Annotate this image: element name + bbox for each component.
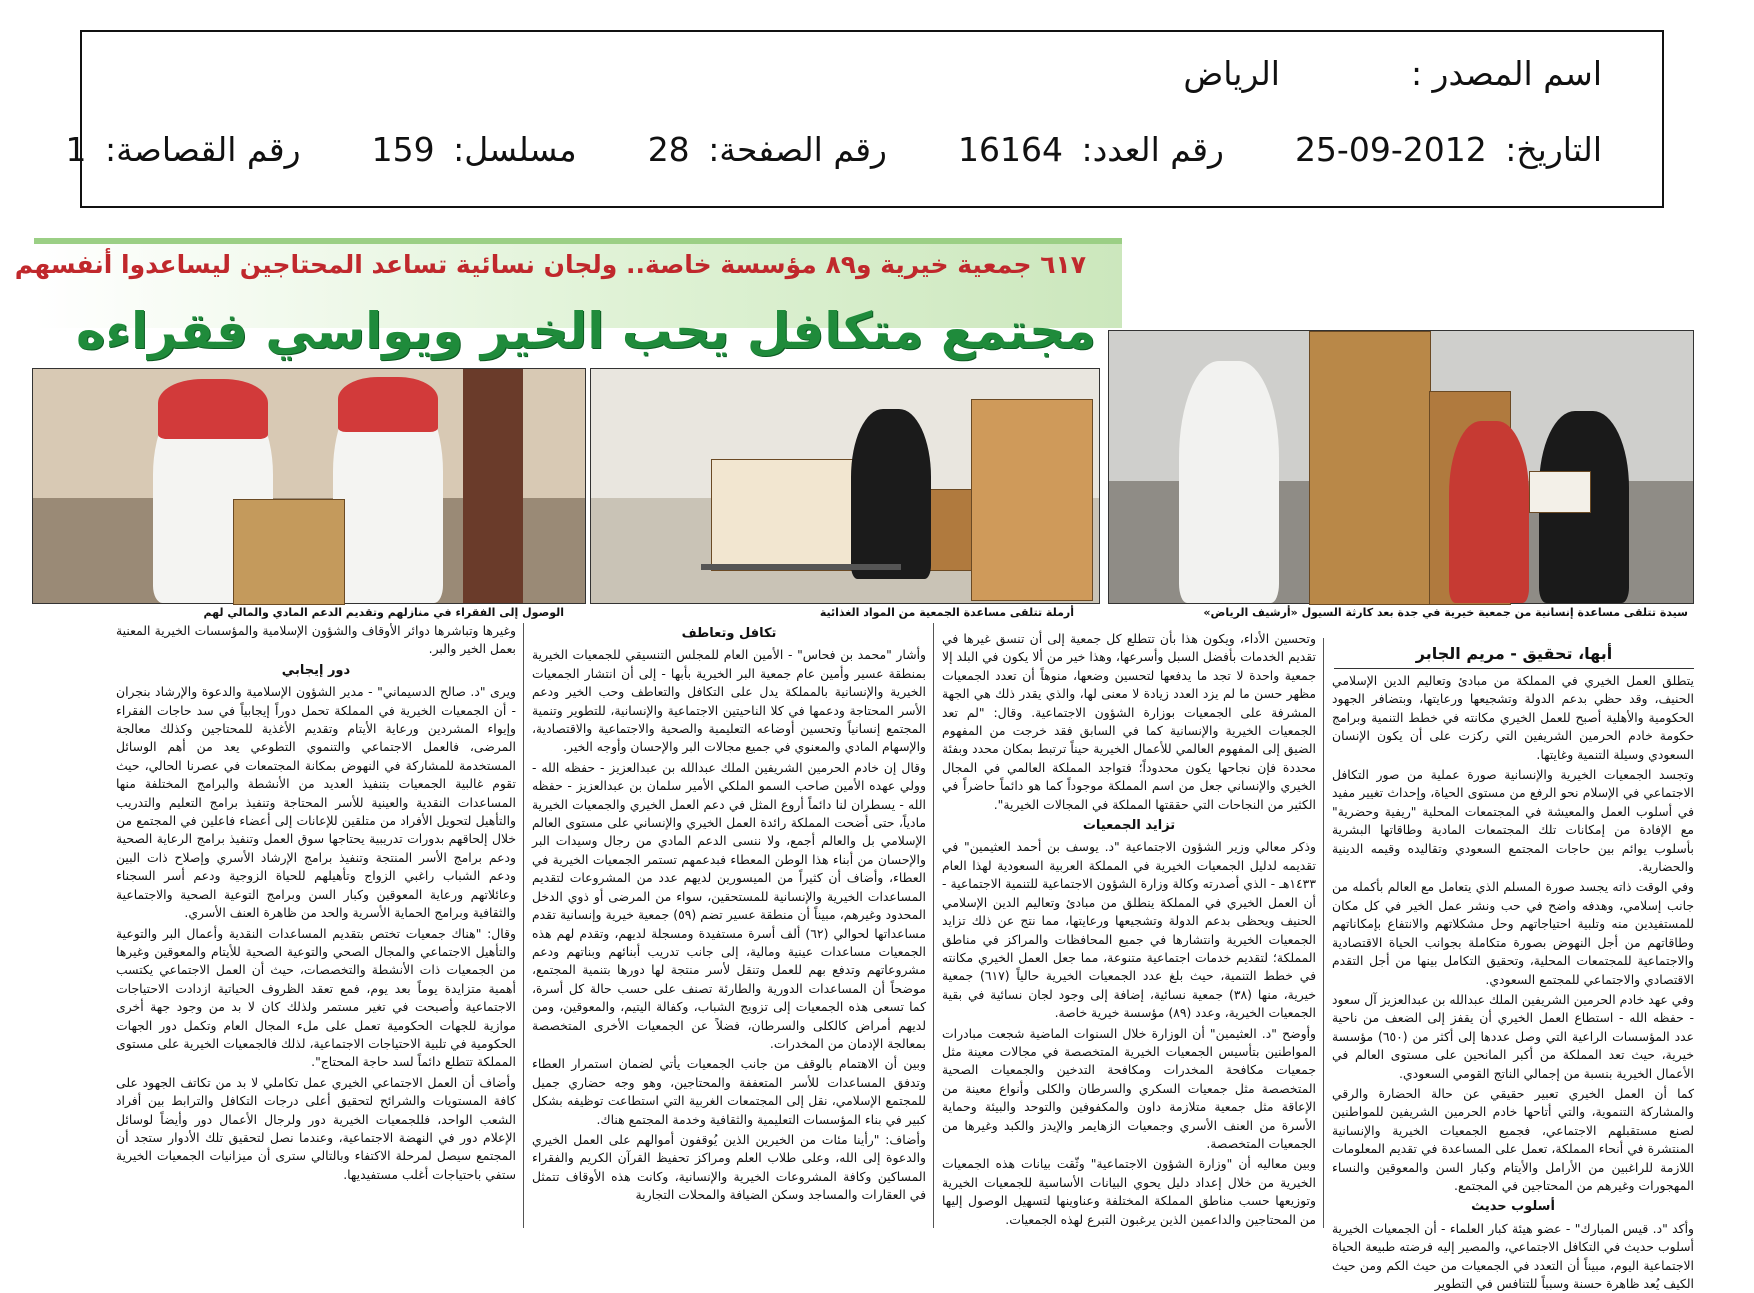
- article-column-3: [532, 622, 926, 1230]
- issue-value: 16164: [958, 130, 1063, 169]
- section-heading-growth: تزايد الجمعيات: [1082, 818, 1176, 834]
- article-column-4: [116, 622, 516, 1230]
- article-column-1: [1332, 672, 1695, 1291]
- article-byline: أبها، تحقيق - مريم الجابر: [1334, 640, 1694, 669]
- article-column-2: [942, 630, 1316, 1230]
- serial-label: مسلسل:: [453, 130, 577, 169]
- paragraph: وقال: "هناك جمعيات تختص بتقديم المساعدات النقدية وأعمال البر والتوعية والتأهيل الاجتماعي والمجال الصحي والتوعية الصحية للأيتام والمعوقين وغيرها من الجمعيات ذات الأنشطة والتخصصات، حيث أن العمل الاجتماعي يكتسب أهمية متزايدة يوماً بعد يوم، فمع تعقد الظروف الحياتية ازدادت الاحتياجات الاجتماعية وأصبحت في تغير مستمر ولذلك كان لا بد من وجود جهة أخرى موازية للجهات الحكومية تعمل على ملء المجال العام وتكمل دور الجهات الحكومية في تلبية الاحتياجات الاجتماعية، لذلك فالجمعيات الخيرية على مستوى المملكة تتطلع دائماً لسد حاجة المحتاج".: [116, 925, 516, 1070]
- paragraph: وتحسين الأداء، ويكون هذا بأن تتطلع كل جمعية إلى أن تنسق غيرها في تقديم الخدمات بأفضل السبل وأسرعها، وهذا خير من ألا يكون في البلد إلا جمعية واحدة لا تجد ما يدفعها لتحسين وضعها، منوهاً أن تعدد الجمعيات مظهر حسن ما لم يزد العدد زيادة لا معنى لها، والذي يقدر ذلك هي الجهة المشرفة على الجمعيات بوزارة الشؤون الاجتماعية. وقال: "لم تعد الجمعيات الخيرية والإنسانية كما في السابق فقد خرجت من المفهوم الضيق إلى المفهوم العالمي للأعمال الخيرية حيناً ترتبط بمكان محدد وبفئة محددة فإن نجاحها يكون محدوداً؛ فتواجد المملكة العالمي في المجال الخيري والإنساني جعل من اسم المملكة موجوداً كما هو دائماً حاضراً في الكثير من النجاحات التي حققتها المملكة في المجالات الخيرية".: [942, 631, 1316, 812]
- photo-food-aid: [590, 368, 1100, 604]
- column-rule: [933, 623, 934, 1228]
- photo-home-visit: [32, 368, 586, 604]
- article-subhead: ٦١٧ جمعية خيرية و٨٩ مؤسسة خاصة.. ولجان نسائية تساعد المحتاجين ليساعدوا أنفسهم: [14, 250, 1086, 279]
- photo-flood-aid: [1108, 330, 1694, 604]
- banner-strip: [34, 238, 1122, 244]
- serial-value: 159: [371, 130, 435, 169]
- page-value: 28: [647, 130, 690, 169]
- paragraph: يتطلق العمل الخيري في المملكة من مبادئ وتعاليم الدين الإسلامي الحنيف، وقد حظي بدعم الدولة وتشجيعها ورعايتها، وبتضافر الجهود الحكومية والأهلية أصبح للعمل الخيري مكانته في خطط التنمية وبرامج حكومة خادم الحرمين الشريفين التي ركزت على أن يكون الإنسان السعودي وسيلة التنمية وغايتها.: [1332, 673, 1694, 762]
- column-rule: [1323, 638, 1324, 1228]
- paragraph: وبين أن الاهتمام بالوقف من جانب الجمعيات يأتي لضمان استمرار العطاء وتدفق المساعدات للأسر المتعففة والمحتاجين، وهو وجه حضاري جميل للمجتمع الإسلامي، نقل إلى المجتمعات الغربية التي استطاعت توظيفه بشكل كبير في بناء المؤسسات التعليمية والثقافية وخدمة المجتمع هناك.: [532, 1056, 926, 1127]
- paragraph: وأوضح "د. العثيمين" أن الوزارة خلال السنوات الماضية شجعت مبادرات المواطنين بتأسيس الجمعيات الخيرية المتخصصة في مجالات معينة مثل جمعيات مكافحة المخدرات ومكافحة التدخين والجمعيات الصحية المتخصصة مثل جمعيات السكري والسرطان والكلى وأنواع معينة من الإعاقة مثل جمعية متلازمة داون والمكفوفين والتوحد والبيئة وحماية الأسرة من العنف الأسري وجمعيات الزهايمر والإيدز والكبد وغيرها من الجمعيات المتخصصة.: [942, 1025, 1316, 1151]
- caption-middle-photo: أرملة تتلقى مساعدة الجمعية من المواد الغذائية: [819, 606, 1074, 619]
- section-heading-solidarity: تكافل وتعاطف: [681, 626, 777, 641]
- paragraph: وأضاف: "رأينا مئات من الخيرين الذين يُوقفون أموالهم على العمل الخيري والدعوة إلى الله، وعلى طلاب العلم ومراكز تحفيظ القرآن الكريم والفقراء المساكين وكافة المشروعات الخيرية والإنسانية، وكانت هذه الأوقاف تتمثل في العقارات والمساجد وسكن الضيافة والمحلات التجارية: [532, 1131, 926, 1203]
- caption-left-photo: الوصول إلى الفقراء في منازلهم وتقديم الدعم المادي والمالي لهم: [203, 606, 564, 619]
- source-info-box: [65, 30, 1664, 208]
- paragraph: وقال إن خادم الحرمين الشريفين الملك عبدالله بن عبدالعزيز - حفظه الله - وولي عهده الأمين صاحب السمو الملكي الأمير سلمان بن عبدالعزيز - حفظه الله - يسطران لنا دائماً أروع المثل في دعم العمل الخيري والجمعيات الخيرية مادياً، حتى أضحت المملكة رائدة العمل الخيري والإنساني على مستوى العالم الإسلامي بل والعالم أجمع، ولا ننسى الدعم المادي من رجال وسيدات البر والإحسان من أبناء هذا الوطن المعطاء فبدعمهم تستمر الجمعيات الخيرية في العطاء، وأضاف أن كثيراً من الميسورين لديهم عدد من المشروعات لتقديم المساعدات الخيرية والإنسانية للمستحقين، سواء من المرضى أو ذوي الدخل المحدود وغيرهم، مبيناً أن منطقة عسير تضم (٥٩) جمعية خيرية وإنسانية تقدم مساعداتها لحوالي (٦٢) ألف أسرة مستفيدة ومسجلة لديهم، وتقدم لهم هذه الجمعيات مساعدات عينية ومالية، إلى جانب تدريب أبنائهم وبناتهم ودعم مشروعاتهم وتدفع بهم للعمل وتنقل لأسر منتجة لها دورها بتنمية المجتمع، موضحاً أن المساعدات الدورية والطارئة تصنف على حسب حالة كل أسرة، كما تسعى هذه الجمعيات إلى تزويج الشباب، وكفالة اليتيم، والمعوقين، ومن لديهم أمراض كالكلى والسرطان، فضلاً عن الجمعيات الأخرى المتخصصة بمعالجة الإدمان من المخدرات.: [532, 759, 926, 1051]
- paragraph: وفي عهد خادم الحرمين الشريفين الملك عبدالله بن عبدالعزيز آل سعود - حفظه الله - استطاع العمل الخيري أن يقفز إلى الضعف من ناحية عدد المؤسسات الراعية التي وصل عددها إلى أكثر من (٦٥٠) مؤسسة خيرية، حيث تعد المملكة من أكبر المانحين على مستوى العالم في الأعمال الخيرية بنسبة من إجمالي الناتج القومي السعودي.: [1332, 991, 1695, 1081]
- paragraph: وأضاف أن العمل الاجتماعي الخيري عمل تكاملي لا بد من تكاتف الجهود على كافة المستويات والشرائح لتحقيق أعلى درجات التكافل والترابط بين أفراد الشعب الواحد، فللجمعيات الخيرية دور ولرجال الأعمال دور وأيضاً لوسائل الإعلام دور في النهضة الاجتماعية، وعندما نصل لتحقيق تلك الأدوار ستجد أن المجتمع سيصل لمرحلة الاكتفاء وبالتالي سترى أن ميزانيات الجمعيات الخيرية ستفي باحتياجات أغلب مستفيديها.: [116, 1074, 516, 1182]
- source-label: اسم المصدر :: [1410, 54, 1602, 93]
- source-row: [1183, 54, 1602, 93]
- paragraph: كما أن العمل الخيري تعبير حقيقي عن حالة الحضارة والرقي والمشاركة التنموية، والتي أتاحها خادم الحرمين الشريفين للمواطنين لصنع مستقبلهم الاجتماعي، فجميع الجمعيات الخيرية والإنسانية المنتشرة في أنحاء المملكة، تعمل على المساعدة في تقديم المعلومات اللازمة للراغبين من الأرامل والأيتام وكبار السن والمعوقين والنساء المهجورات وغيرهم من المحتاجين في المجتمع.: [1332, 1085, 1694, 1193]
- paragraph: وأشار "محمد بن فحاس" - الأمين العام للمجلس التنسيقي للجمعيات الخيرية بمنطقة عسير وأمين عام جمعية البر الخيرية بأبها - إلى أن انتشار الجمعيات الخيرية والإنسانية بالمملكة يدل على التكافل والتعاطف وحب الخير ودعم الأسر المحتاجة ودعمها في كلا الناحيتين الاجتماعية والإنسانية، للتطوير وتنمية المجتمع إنسانياً وتحسين أوضاعه التعليمية والصحية والاجتماعية والاقتصادية، والإسهام المادي والمعنوي في جميع مجالات البر والإحسان وأوجه الخير.: [532, 647, 926, 755]
- clip-label: رقم القصاصة:: [105, 130, 301, 169]
- newspaper-clipping: [14, 238, 1724, 1291]
- source-value: الرياض: [1183, 54, 1280, 93]
- paragraph: ويرى "د. صالح الدسيماني" - مدير الشؤون الإسلامية والدعوة والإرشاد بنجران - أن الجمعيات الخيرية في المملكة تحمل دوراً إيجابياً في سد حاجات الفقراء وإيواء المشردين ورعاية الأيتام وتقديم الأغذية للمحتاجين وكذلك معالجة المرضى، فالعمل الاجتماعي والتنموي التطوعي يعد من أهم الوسائل المستخدمة للمشاركة في النهوض بمكانة المجتمعات في عصرنا الحالي، حيث تقوم غالبية الجمعيات بتنفيذ العديد من الأنشطة والبرامج المختلفة منها المساعدات النقدية والعينية للأسر المحتاجة وتنفيذ برامج التعليم والتدريب والتأهيل لتحويل الأفراد من متلقين للإعانات إلى أعضاء فاعلين في المجتمع من خلال إلحاقهم بدورات تدريبية يحتاجها سوق العمل وتنفيذ برامج الرعاية الصحية ودعم برامج الأسر المنتجة وتنفيذ برامج الإرشاد الأسري وإصلاح ذات البين ودعم الشباب راغبي الزواج وتأهيلهم للحياة الزوجية ودعم أسر السجناء وعائلاتهم ورعاية المعوقين وكبار السن وبرامج التوعية الصحية والاجتماعية والثقافية وبرامج الحماية الأسرية والحد من ظاهرة العنف الأسري.: [116, 684, 516, 921]
- clip-value: 1: [65, 130, 87, 169]
- paragraph: وبين معاليه أن "وزارة الشؤون الاجتماعية" وثّقت بيانات هذه الجمعيات الخيرية من خلال إعداد دليل يحوي البيانات الأساسية للجمعيات الخيرية وتوزيعها حسب مناطق المملكة المختلفة وعناوينها لتسهيل الوصول إليها من المحتاجين والداعمين الذين يرغبون التبرع لهذه الجمعيات.: [942, 1156, 1316, 1227]
- issue-label: رقم العدد:: [1081, 130, 1224, 169]
- date-value: 25-09-2012: [1294, 130, 1487, 169]
- paragraph: وذكر معالي وزير الشؤون الاجتماعية "د. يوسف بن أحمد العثيمين" في تقديمه لدليل الجمعيات الخيرية في المملكة العربية السعودية لهذا العام ١٤٣٣هـ - الذي أصدرته وكالة وزارة الشؤون الاجتماعية للتنمية الاجتماعية - أن العمل الخيري في المملكة ينطلق من مبادئ وتعاليم الدين الإسلامي الحنيف ويحظى بدعم الدولة وتشجيعها ورعايتها، مما نتج عن ذلك تزايد الجمعيات الخيرية وانتشارها في جميع المحافظات والمراكز في مناطق المملكة؛ لتقديم خدمات اجتماعية متنوعة، مما جعل العمل الخيري مكانته في خطط التنمية، حيث بلغ عدد الجمعيات الخيرية حالياً (٦١٧) جمعية خيرية، منها (٣٨) جمعية نسائية، إضافة إلى وجود لجان نسائية في بقية الجمعيات الخيرية، وعدد (٨٩) مؤسسة خيرية خاصة.: [942, 839, 1316, 1021]
- paragraph: وغيرها وتباشرها دوائر الأوقاف والشؤون الإسلامية والمؤسسات الخيرية المعنية بعمل الخير والبر.: [116, 623, 516, 657]
- date-label: التاريخ:: [1505, 130, 1602, 169]
- paragraph: وفي الوقت ذاته يجسد صورة المسلم الذي يتعامل مع العالم بأكمله من جانب إسلامي، وهدفه واضح في حب ونشر عمل الخير في كل مكان للمستفيدين منه وتلبية احتياجاتهم وحل مشكلاتهم والانتفاع بإمكاناتهم وطاقاتهم من أجل النهوض بصورة متكاملة بجوانب الحياة الاقتصادية والاجتماعية للمجتمعات المحلية، وتحقيق التكامل بينها من أجل التقدم الاقتصادي والاجتماعي للمجتمع السعودي.: [1332, 879, 1694, 987]
- section-heading-positive-role: دور إيجابي: [281, 662, 351, 678]
- issue-row: [66, 130, 1603, 169]
- page-label: رقم الصفحة:: [708, 130, 887, 169]
- paragraph: وأكد "د. قيس المبارك" - عضو هيئة كبار العلماء - أن الجمعيات الخيرية أسلوب حديث في التكافل الاجتماعي، والمصير إليه فرضته طبيعة الحياة الاجتماعية اليوم، مبيناً أن التعدد في الجمعيات من حيث الكم ومن حيث الكيف يُعد ظاهرة حسنة وسبباً للتنافس في التطوير: [1332, 1220, 1694, 1291]
- paragraph: وتجسد الجمعيات الخيرية والإنسانية صورة عملية من صور التكافل الاجتماعي في الإسلام نحو الرفع من مستوى الحياة، وإحداث تغيير مفيد في أسلوب العمل والمعيشة في المجتمعات المحلية "ريفية وحضرية" مع الإفادة من إمكانات تلك المجتمعات المادية وطاقاتها البشرية بأسلوب يوائم بين حاجات المجتمع السعودي وتقاليده وقيمه الدينية والحضارية.: [1332, 767, 1694, 875]
- article-headline: مجتمع متكافل يحب الخير ويواسي فقراءه: [75, 302, 1096, 360]
- caption-right-photo: سيدة تتلقى مساعدة إنسانية من جمعية خيرية في جدة بعد كارثة السيول «أرشيف الرياض»: [1203, 606, 1688, 619]
- column-rule: [523, 623, 524, 1228]
- section-heading-modern-style: أسلوب حديث: [1471, 1199, 1555, 1215]
